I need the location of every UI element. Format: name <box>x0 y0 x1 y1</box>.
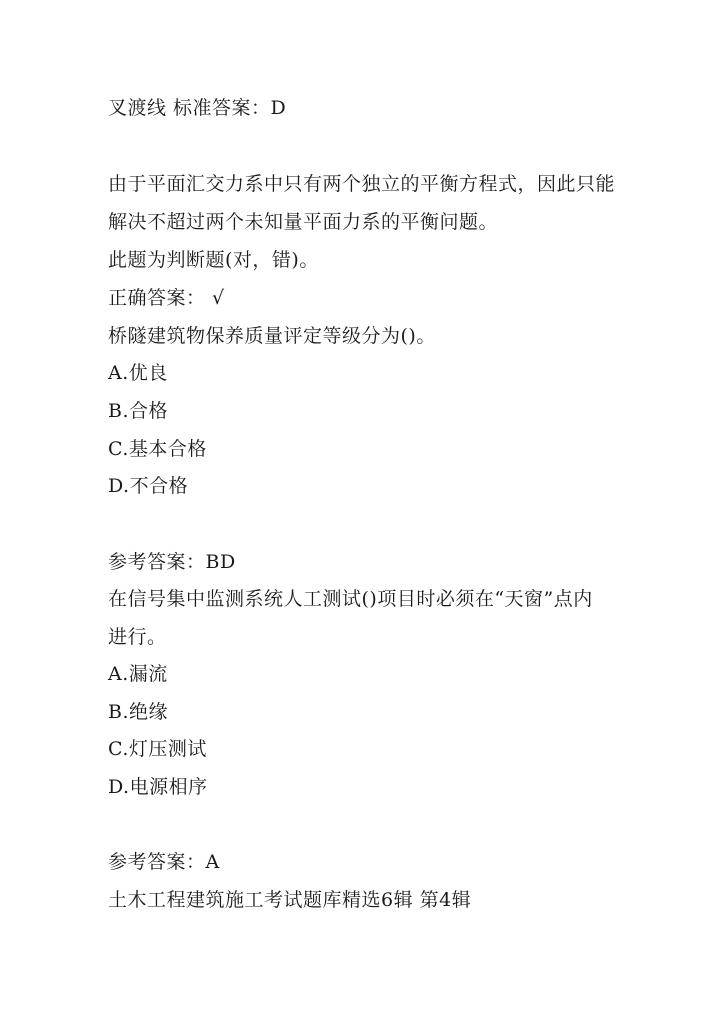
option-b: B.绝缘 <box>108 701 169 723</box>
section-heading: 土木工程建筑施工考试题库精选6辑 第4辑 <box>108 889 472 911</box>
correct-answer-line: 正确答案： √ <box>108 287 225 309</box>
option-c: C.灯压测试 <box>108 738 207 760</box>
option-a: A.漏流 <box>108 663 168 685</box>
option-d: D.电源相序 <box>108 776 208 798</box>
question-type-line: 此题为判断题(对，错)。 <box>108 249 319 271</box>
option-a: A.优良 <box>108 362 168 384</box>
option-b: B.合格 <box>108 400 169 422</box>
option-d: D.不合格 <box>108 475 189 497</box>
reference-answer-line: 参考答案：BD <box>108 551 236 573</box>
question-text-line-2: 解决不超过两个未知量平面力系的平衡问题。 <box>108 211 499 233</box>
question-text-line-1: 在信号集中监测系统人工测试()项目时必须在“天窗”点内 <box>108 588 593 610</box>
question-text-line-2: 进行。 <box>108 626 167 648</box>
reference-answer-line: 参考答案：A <box>108 851 220 873</box>
prev-answer-line: 叉渡线 标准答案：D <box>108 97 287 119</box>
question-text-line: 桥隧建筑物保养质量评定等级分为()。 <box>108 325 436 347</box>
option-c: C.基本合格 <box>108 438 207 460</box>
question-text-line-1: 由于平面汇交力系中只有两个独立的平衡方程式，因此只能 <box>108 173 616 195</box>
